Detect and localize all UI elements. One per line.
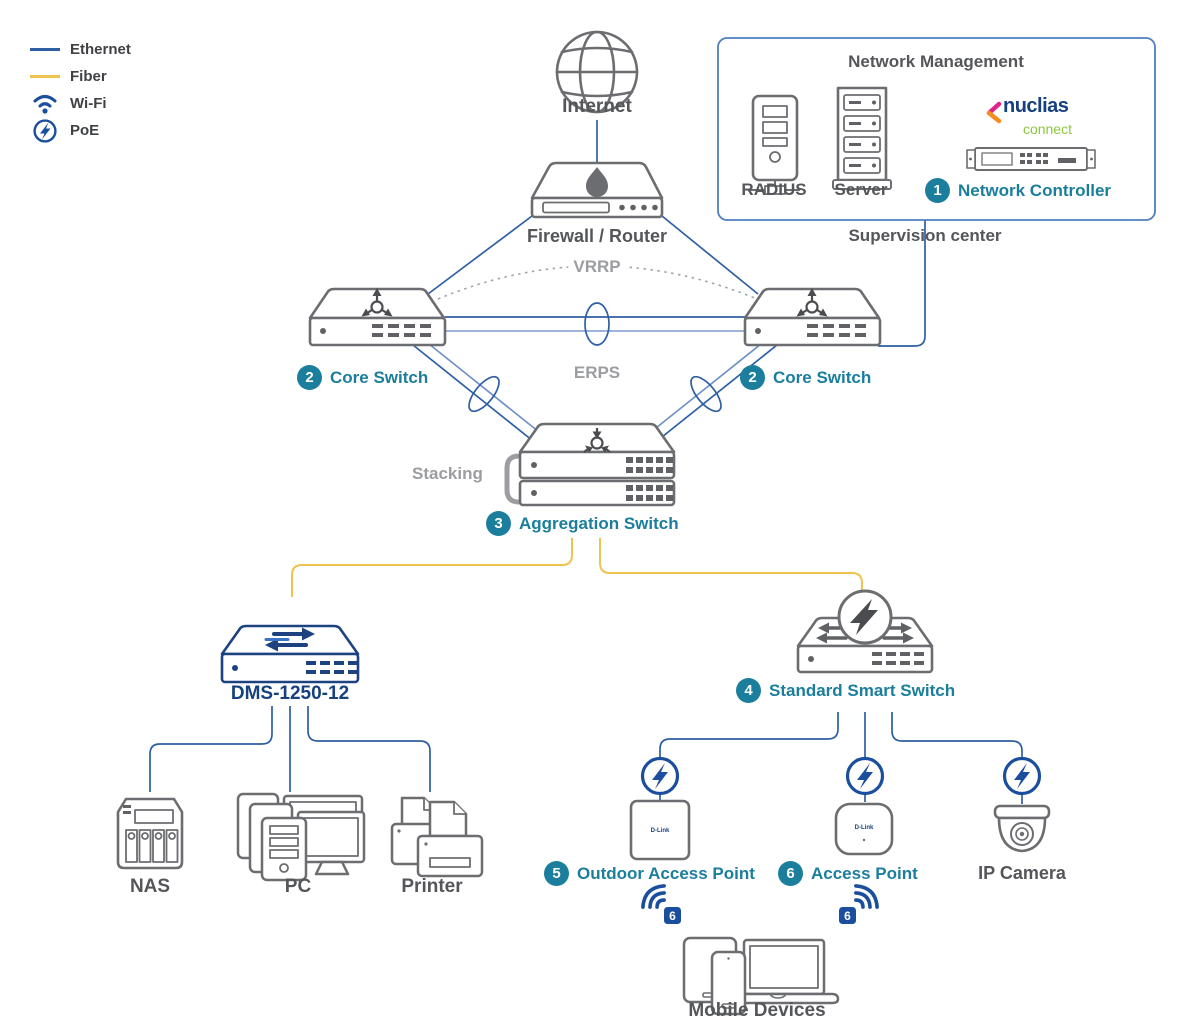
link-coreL-agg-a	[413, 345, 543, 449]
aggregation-label-row	[486, 511, 679, 536]
wifi6-badge-left: 6	[669, 909, 676, 923]
access-point-label-row	[778, 861, 918, 886]
legend-ethernet-label: Ethernet	[70, 41, 131, 58]
link-agg-dms	[292, 538, 572, 597]
wifi6-icon-right	[839, 881, 882, 924]
smart-switch-label-row	[736, 678, 955, 703]
link-firewall-core-left	[428, 216, 532, 294]
erps-label: ERPS	[573, 363, 621, 382]
server-rack-icon	[833, 88, 891, 189]
ring-coreR-agg	[686, 372, 726, 416]
wifi6-icon-left	[638, 881, 681, 924]
wifi6-badge-right: 6	[844, 909, 851, 923]
access-point-badge: 6	[778, 861, 803, 886]
dms-switch-device	[222, 626, 358, 682]
legend-wifi	[30, 90, 131, 117]
poe-icon-ap	[848, 759, 883, 794]
aggregation-label: Aggregation Switch	[519, 513, 679, 533]
supervision-center-label: Supervision center	[848, 226, 1002, 245]
outdoor-ap-label-row	[544, 861, 755, 886]
printer-device	[392, 798, 482, 876]
firewall-device	[532, 163, 662, 217]
link-dms-printer	[308, 706, 430, 792]
nas-label: NAS	[129, 876, 171, 897]
aggregation-switch-device	[520, 424, 674, 505]
core-switch-right-label-row	[740, 365, 871, 390]
outdoor-ap-label: Outdoor Access Point	[577, 863, 755, 883]
link-dms-nas	[150, 706, 272, 792]
access-point-device	[836, 804, 892, 854]
aggregation-badge: 3	[486, 511, 511, 536]
pc-device	[238, 794, 364, 880]
ip-camera-label: IP Camera	[978, 863, 1066, 883]
radius-label: RADIUS	[741, 180, 807, 199]
core-switch-left-device	[310, 288, 445, 345]
mobile-devices-label: Mobile Devices	[688, 1000, 826, 1021]
link-smart-outdoorap	[660, 712, 838, 757]
legend-fiber-label: Fiber	[70, 68, 107, 85]
printer-label: Printer	[401, 876, 463, 897]
ip-camera-device	[995, 806, 1049, 851]
legend-poe	[30, 117, 131, 144]
outdoor-ap-badge: 5	[544, 861, 569, 886]
nuclias-brand: nuclias	[1003, 95, 1069, 117]
nas-device	[118, 799, 182, 868]
access-point-label: Access Point	[811, 863, 918, 883]
ring-coreL-agg	[464, 372, 504, 416]
poe-icons	[643, 759, 1040, 794]
nuclias-connect: connect	[1022, 121, 1072, 137]
core-switch-right-device	[745, 288, 880, 345]
poe-icon	[30, 119, 60, 143]
fiber-line-swatch	[30, 75, 60, 78]
legend	[30, 36, 131, 144]
core-switch-left-label-row	[297, 365, 428, 390]
firewall-label: Firewall / Router	[526, 226, 668, 246]
lag-ring-symbols	[464, 303, 726, 416]
poe-icon-outdoor-ap	[643, 759, 678, 794]
legend-poe-label: PoE	[70, 122, 100, 139]
outdoor-ap-brand: D-Link	[650, 828, 670, 834]
core-right-badge: 2	[740, 365, 765, 390]
ethernet-line-swatch	[30, 48, 60, 51]
smart-switch-label: Standard Smart Switch	[769, 680, 956, 700]
controller-badge: 1	[925, 178, 950, 203]
wifi-icon	[30, 93, 60, 115]
legend-ethernet	[30, 36, 131, 63]
internet-label: Internet	[562, 96, 632, 117]
dms-label: DMS-1250-12	[230, 683, 350, 704]
core-right-label: Core Switch	[773, 367, 872, 387]
network-controller-icon	[967, 148, 1095, 170]
core-left-badge: 2	[297, 365, 322, 390]
link-smart-camera	[892, 712, 1022, 757]
outdoor-ap-device	[631, 801, 689, 859]
ring-core-core	[585, 303, 609, 345]
nuclias-chevron-icon	[989, 104, 999, 121]
vrrp-label: VRRP	[568, 257, 625, 277]
server-label: Server	[834, 180, 888, 199]
stacking-label: Stacking	[412, 464, 483, 483]
pc-label: PC	[284, 876, 312, 897]
poe-icon-camera	[1005, 759, 1040, 794]
fiber-connections	[292, 538, 862, 601]
link-coreR-agg-a	[647, 345, 777, 449]
poe-switch-icon	[839, 591, 891, 643]
smart-switch-device	[798, 591, 932, 672]
smart-switch-badge: 4	[736, 678, 761, 703]
network-controller-label: Network Controller	[958, 180, 1112, 200]
core-left-label: Core Switch	[330, 367, 429, 387]
network-management-title: Network Management	[848, 52, 1024, 71]
link-agg-smart	[600, 538, 862, 601]
link-firewall-core-right	[662, 216, 758, 294]
legend-wifi-label: Wi-Fi	[70, 95, 107, 112]
access-point-brand: D-Link	[854, 825, 874, 831]
network-controller-label-row	[925, 178, 1111, 203]
legend-fiber	[30, 63, 131, 90]
link-coreL-agg-b	[424, 340, 554, 444]
